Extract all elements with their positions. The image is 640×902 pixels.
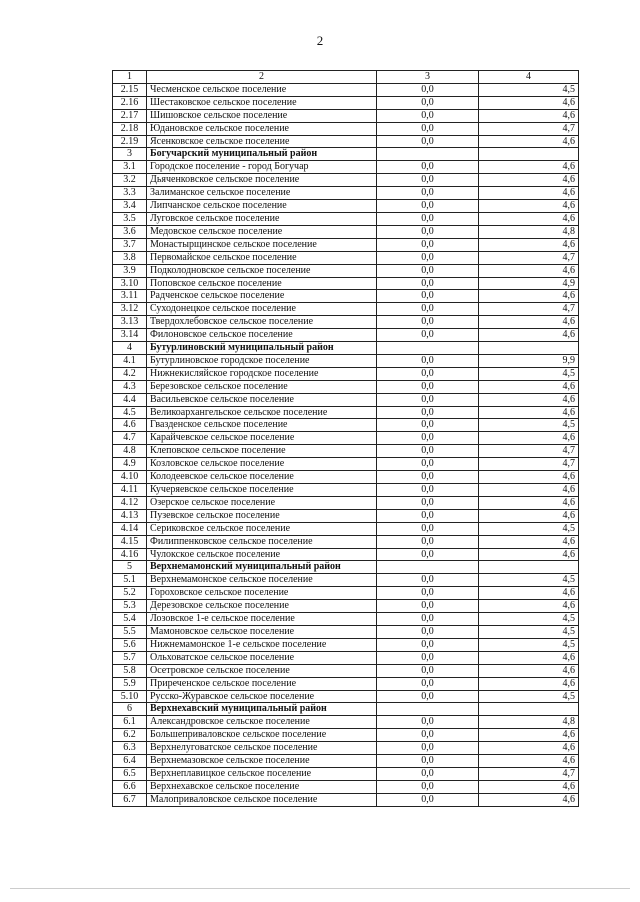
row-number: 6.2 [113, 729, 147, 742]
value-col-3: 0,0 [377, 651, 479, 664]
row-number: 4.4 [113, 393, 147, 406]
table-body [113, 71, 579, 807]
table-row [113, 690, 579, 703]
value-col-4: 4,6 [479, 212, 579, 225]
row-number: 2.16 [113, 96, 147, 109]
value-col-3: 0,0 [377, 458, 479, 471]
value-col-3: 0,0 [377, 587, 479, 600]
row-number: 4.14 [113, 522, 147, 535]
settlement-name: Филоновское сельское поселение [147, 329, 377, 342]
table-row [113, 200, 579, 213]
row-number: 6.5 [113, 767, 147, 780]
row-number: 5.9 [113, 677, 147, 690]
table-row [113, 509, 579, 522]
settlement-name: Дерезовское сельское поселение [147, 600, 377, 613]
value-col-4: 4,5 [479, 690, 579, 703]
header-cell-1: 1 [113, 71, 147, 84]
value-col-4: 4,6 [479, 187, 579, 200]
value-col-3: 0,0 [377, 690, 479, 703]
row-number: 3.1 [113, 161, 147, 174]
value-col-3: 0,0 [377, 212, 479, 225]
page-bottom-rule [10, 888, 630, 889]
table-row [113, 445, 579, 458]
row-number: 4.15 [113, 535, 147, 548]
settlement-name: Дьяченковское сельское поселение [147, 174, 377, 187]
table-row [113, 767, 579, 780]
settlement-name: Бутурлиновский муниципальный район [147, 342, 377, 355]
value-col-4: 4,6 [479, 329, 579, 342]
row-number: 3.3 [113, 187, 147, 200]
header-row [113, 71, 579, 84]
header-cell-3: 3 [377, 71, 479, 84]
table-row [113, 380, 579, 393]
row-number: 4.3 [113, 380, 147, 393]
value-col-4: 9,9 [479, 354, 579, 367]
value-col-4 [479, 703, 579, 716]
settlement-name: Карайчевское сельское поселение [147, 432, 377, 445]
value-col-3: 0,0 [377, 109, 479, 122]
row-number: 4.7 [113, 432, 147, 445]
table-row [113, 251, 579, 264]
value-col-4: 4,6 [479, 780, 579, 793]
row-number: 4.5 [113, 406, 147, 419]
row-number: 3.4 [113, 200, 147, 213]
settlement-name: Нижнекисляйское городское поселение [147, 367, 377, 380]
value-col-4: 4,7 [479, 303, 579, 316]
table-row [113, 600, 579, 613]
value-col-3: 0,0 [377, 509, 479, 522]
table-row [113, 277, 579, 290]
settlement-name: Александровское сельское поселение [147, 716, 377, 729]
value-col-3: 0,0 [377, 96, 479, 109]
table-row [113, 238, 579, 251]
table-row [113, 496, 579, 509]
row-number: 3 [113, 148, 147, 161]
settlement-name: Поповское сельское поселение [147, 277, 377, 290]
value-col-4: 4,6 [479, 393, 579, 406]
value-col-3: 0,0 [377, 445, 479, 458]
value-col-4: 4,6 [479, 600, 579, 613]
settlement-name: Гвазденское сельское поселение [147, 419, 377, 432]
value-col-3: 0,0 [377, 716, 479, 729]
value-col-3: 0,0 [377, 83, 479, 96]
table-row [113, 780, 579, 793]
value-col-3: 0,0 [377, 380, 479, 393]
settlement-name: Березовское сельское поселение [147, 380, 377, 393]
settlement-name: Верхнемамонский муниципальный район [147, 561, 377, 574]
table-row [113, 755, 579, 768]
value-col-3: 0,0 [377, 303, 479, 316]
settlement-name: Озерское сельское поселение [147, 496, 377, 509]
row-number: 3.13 [113, 316, 147, 329]
value-col-4: 4,6 [479, 755, 579, 768]
row-number: 4 [113, 342, 147, 355]
row-number: 5.8 [113, 664, 147, 677]
value-col-4: 4,5 [479, 419, 579, 432]
value-col-4: 4,6 [479, 729, 579, 742]
row-number: 5.1 [113, 574, 147, 587]
value-col-3: 0,0 [377, 200, 479, 213]
settlement-name: Шестаковское сельское поселение [147, 96, 377, 109]
value-col-3: 0,0 [377, 613, 479, 626]
settlement-name: Кучеряевское сельское поселение [147, 484, 377, 497]
value-col-3: 0,0 [377, 484, 479, 497]
table-row [113, 677, 579, 690]
table-row [113, 432, 579, 445]
table-row [113, 225, 579, 238]
table-row [113, 161, 579, 174]
settlement-name: Чулокское сельское поселение [147, 548, 377, 561]
value-col-3: 0,0 [377, 135, 479, 148]
value-col-4: 4,6 [479, 109, 579, 122]
table-row [113, 716, 579, 729]
value-col-3: 0,0 [377, 574, 479, 587]
value-col-3: 0,0 [377, 406, 479, 419]
value-col-4: 4,8 [479, 716, 579, 729]
value-col-4 [479, 342, 579, 355]
value-col-4: 4,5 [479, 625, 579, 638]
value-col-3: 0,0 [377, 677, 479, 690]
section-row [113, 561, 579, 574]
value-col-4: 4,7 [479, 458, 579, 471]
table-row [113, 548, 579, 561]
row-number: 4.8 [113, 445, 147, 458]
settlement-name: Колодеевское сельское поселение [147, 471, 377, 484]
value-col-3: 0,0 [377, 122, 479, 135]
row-number: 6.3 [113, 742, 147, 755]
value-col-4: 4,5 [479, 613, 579, 626]
value-col-4: 4,7 [479, 122, 579, 135]
value-col-4: 4,6 [479, 651, 579, 664]
header-cell-4: 4 [479, 71, 579, 84]
settlement-name: Ясенковское сельское поселение [147, 135, 377, 148]
table-row [113, 367, 579, 380]
table-row [113, 264, 579, 277]
value-col-4: 4,6 [479, 484, 579, 497]
row-number: 4.10 [113, 471, 147, 484]
value-col-4: 4,6 [479, 200, 579, 213]
settlement-name: Лозовское 1-е сельское поселение [147, 613, 377, 626]
settlement-name: Шишовское сельское поселение [147, 109, 377, 122]
table-row [113, 122, 579, 135]
value-col-3: 0,0 [377, 755, 479, 768]
value-col-3: 0,0 [377, 187, 479, 200]
row-number: 2.17 [113, 109, 147, 122]
settlement-name: Верхнеплавицкое сельское поселение [147, 767, 377, 780]
value-col-4: 4,5 [479, 638, 579, 651]
row-number: 3.6 [113, 225, 147, 238]
table-row [113, 587, 579, 600]
value-col-4: 4,6 [479, 161, 579, 174]
value-col-3: 0,0 [377, 225, 479, 238]
value-col-4: 4,6 [479, 548, 579, 561]
value-col-3: 0,0 [377, 471, 479, 484]
value-col-4: 4,6 [479, 316, 579, 329]
row-number: 2.15 [113, 83, 147, 96]
table-row [113, 83, 579, 96]
section-row [113, 703, 579, 716]
value-col-3: 0,0 [377, 742, 479, 755]
value-col-3: 0,0 [377, 174, 479, 187]
table-row [113, 664, 579, 677]
value-col-3: 0,0 [377, 316, 479, 329]
value-col-4: 4,6 [479, 535, 579, 548]
row-number: 4.2 [113, 367, 147, 380]
settlement-name: Нижнемамонское 1-е сельское поселение [147, 638, 377, 651]
settlement-name: Твердохлебовское сельское поселение [147, 316, 377, 329]
value-col-3 [377, 342, 479, 355]
settlement-name: Клеповское сельское поселение [147, 445, 377, 458]
settlement-name: Медовское сельское поселение [147, 225, 377, 238]
row-number: 6.7 [113, 793, 147, 806]
row-number: 4.1 [113, 354, 147, 367]
value-col-3: 0,0 [377, 522, 479, 535]
section-row [113, 148, 579, 161]
row-number: 3.9 [113, 264, 147, 277]
row-number: 4.6 [113, 419, 147, 432]
table-row [113, 316, 579, 329]
settlement-name: Гороховское сельское поселение [147, 587, 377, 600]
table-row [113, 393, 579, 406]
settlement-name: Чесменское сельское поселение [147, 83, 377, 96]
value-col-4: 4,6 [479, 238, 579, 251]
value-col-4: 4,7 [479, 445, 579, 458]
value-col-3: 0,0 [377, 419, 479, 432]
value-col-4: 4,7 [479, 251, 579, 264]
value-col-3: 0,0 [377, 780, 479, 793]
table-row [113, 303, 579, 316]
settlement-name: Монастырщинское сельское поселение [147, 238, 377, 251]
value-col-4: 4,6 [479, 406, 579, 419]
settlement-name: Верхнехавское сельское поселение [147, 780, 377, 793]
row-number: 2.19 [113, 135, 147, 148]
row-number: 4.13 [113, 509, 147, 522]
row-number: 3.10 [113, 277, 147, 290]
row-number: 3.8 [113, 251, 147, 264]
section-row [113, 342, 579, 355]
value-col-4: 4,6 [479, 587, 579, 600]
settlement-name: Верхнелуговатское сельское поселение [147, 742, 377, 755]
row-number: 5.2 [113, 587, 147, 600]
settlement-name: Осетровское сельское поселение [147, 664, 377, 677]
table-row [113, 458, 579, 471]
value-col-4: 4,6 [479, 290, 579, 303]
row-number: 4.11 [113, 484, 147, 497]
settlement-name: Юдановское сельское поселение [147, 122, 377, 135]
value-col-4: 4,6 [479, 664, 579, 677]
table-row [113, 109, 579, 122]
settlement-name: Подколодновское сельское поселение [147, 264, 377, 277]
row-number: 4.16 [113, 548, 147, 561]
settlement-name: Сериковское сельское поселение [147, 522, 377, 535]
settlement-name: Приреченское сельское поселение [147, 677, 377, 690]
value-col-3: 0,0 [377, 393, 479, 406]
value-col-4 [479, 148, 579, 161]
value-col-3: 0,0 [377, 277, 479, 290]
value-col-3: 0,0 [377, 432, 479, 445]
value-col-4: 4,6 [479, 677, 579, 690]
row-number: 5.10 [113, 690, 147, 703]
value-col-3: 0,0 [377, 367, 479, 380]
value-col-3: 0,0 [377, 264, 479, 277]
row-number: 3.11 [113, 290, 147, 303]
value-col-3: 0,0 [377, 329, 479, 342]
table-row [113, 96, 579, 109]
settlement-name: Мамоновское сельское поселение [147, 625, 377, 638]
value-col-4: 4,8 [479, 225, 579, 238]
table-row [113, 574, 579, 587]
table-row [113, 651, 579, 664]
value-col-3: 0,0 [377, 238, 479, 251]
table-row [113, 135, 579, 148]
value-col-4: 4,5 [479, 522, 579, 535]
settlement-name: Малоприваловское сельское поселение [147, 793, 377, 806]
value-col-4: 4,5 [479, 367, 579, 380]
value-col-3: 0,0 [377, 161, 479, 174]
table-row [113, 638, 579, 651]
settlement-name: Богучарский муниципальный район [147, 148, 377, 161]
settlement-name: Городское поселение - город Богучар [147, 161, 377, 174]
table-row [113, 329, 579, 342]
settlement-name: Верхнемазовское сельское поселение [147, 755, 377, 768]
settlement-name: Великоархангельское сельское поселение [147, 406, 377, 419]
value-col-4: 4,6 [479, 264, 579, 277]
row-number: 4.12 [113, 496, 147, 509]
settlement-name: Русско-Журавское сельское поселение [147, 690, 377, 703]
settlement-name: Козловское сельское поселение [147, 458, 377, 471]
row-number: 5.5 [113, 625, 147, 638]
table-row [113, 484, 579, 497]
table-row [113, 793, 579, 806]
value-col-4: 4,6 [479, 432, 579, 445]
page-number: 2 [316, 33, 324, 48]
row-number: 6.6 [113, 780, 147, 793]
value-col-3: 0,0 [377, 793, 479, 806]
value-col-4: 4,6 [479, 496, 579, 509]
row-number: 5.3 [113, 600, 147, 613]
row-number: 2.18 [113, 122, 147, 135]
value-col-3 [377, 561, 479, 574]
row-number: 4.9 [113, 458, 147, 471]
value-col-3: 0,0 [377, 625, 479, 638]
data-table [112, 70, 579, 807]
value-col-4: 4,5 [479, 574, 579, 587]
value-col-3 [377, 148, 479, 161]
table-row [113, 174, 579, 187]
row-number: 6 [113, 703, 147, 716]
settlement-name: Первомайское сельское поселение [147, 251, 377, 264]
value-col-3: 0,0 [377, 496, 479, 509]
row-number: 3.7 [113, 238, 147, 251]
row-number: 5.6 [113, 638, 147, 651]
table-row [113, 522, 579, 535]
value-col-4 [479, 561, 579, 574]
settlement-name: Залиманское сельское поселение [147, 187, 377, 200]
settlement-name: Большеприваловское сельское поселение [147, 729, 377, 742]
settlement-name: Бутурлиновское городское поселение [147, 354, 377, 367]
table-row [113, 625, 579, 638]
settlement-name: Пузевское сельское поселение [147, 509, 377, 522]
value-col-3: 0,0 [377, 600, 479, 613]
value-col-3: 0,0 [377, 535, 479, 548]
value-col-3: 0,0 [377, 548, 479, 561]
settlement-name: Радченское сельское поселение [147, 290, 377, 303]
value-col-3: 0,0 [377, 638, 479, 651]
table-row [113, 354, 579, 367]
row-number: 6.4 [113, 755, 147, 768]
row-number: 3.5 [113, 212, 147, 225]
value-col-4: 4,6 [479, 793, 579, 806]
value-col-4: 4,6 [479, 135, 579, 148]
table-row [113, 406, 579, 419]
header-cell-2: 2 [147, 71, 377, 84]
settlement-name: Верхнехавский муниципальный район [147, 703, 377, 716]
value-col-3: 0,0 [377, 767, 479, 780]
settlement-name: Васильевское сельское поселение [147, 393, 377, 406]
settlement-name: Суходонецкое сельское поселение [147, 303, 377, 316]
value-col-3: 0,0 [377, 290, 479, 303]
value-col-4: 4,5 [479, 83, 579, 96]
row-number: 5.4 [113, 613, 147, 626]
value-col-4: 4,7 [479, 767, 579, 780]
value-col-3: 0,0 [377, 251, 479, 264]
value-col-4: 4,6 [479, 509, 579, 522]
row-number: 5.7 [113, 651, 147, 664]
table-row [113, 729, 579, 742]
settlement-name: Верхнемамонское сельское поселение [147, 574, 377, 587]
table-row [113, 212, 579, 225]
value-col-4: 4,6 [479, 96, 579, 109]
value-col-4: 4,9 [479, 277, 579, 290]
value-col-3: 0,0 [377, 354, 479, 367]
settlement-name: Ольховатское сельское поселение [147, 651, 377, 664]
table-row [113, 535, 579, 548]
settlement-name: Луговское сельское поселение [147, 212, 377, 225]
value-col-4: 4,6 [479, 380, 579, 393]
value-col-4: 4,6 [479, 742, 579, 755]
table-row [113, 419, 579, 432]
value-col-3: 0,0 [377, 729, 479, 742]
table-row [113, 290, 579, 303]
value-col-4: 4,6 [479, 471, 579, 484]
table-row [113, 471, 579, 484]
value-col-3 [377, 703, 479, 716]
row-number: 6.1 [113, 716, 147, 729]
value-col-3: 0,0 [377, 664, 479, 677]
value-col-4: 4,6 [479, 174, 579, 187]
table-row [113, 613, 579, 626]
row-number: 5 [113, 561, 147, 574]
settlement-name: Филиппенковское сельское поселение [147, 535, 377, 548]
row-number: 3.2 [113, 174, 147, 187]
row-number: 3.14 [113, 329, 147, 342]
table-row [113, 187, 579, 200]
table-row [113, 742, 579, 755]
row-number: 3.12 [113, 303, 147, 316]
settlement-name: Липчанское сельское поселение [147, 200, 377, 213]
